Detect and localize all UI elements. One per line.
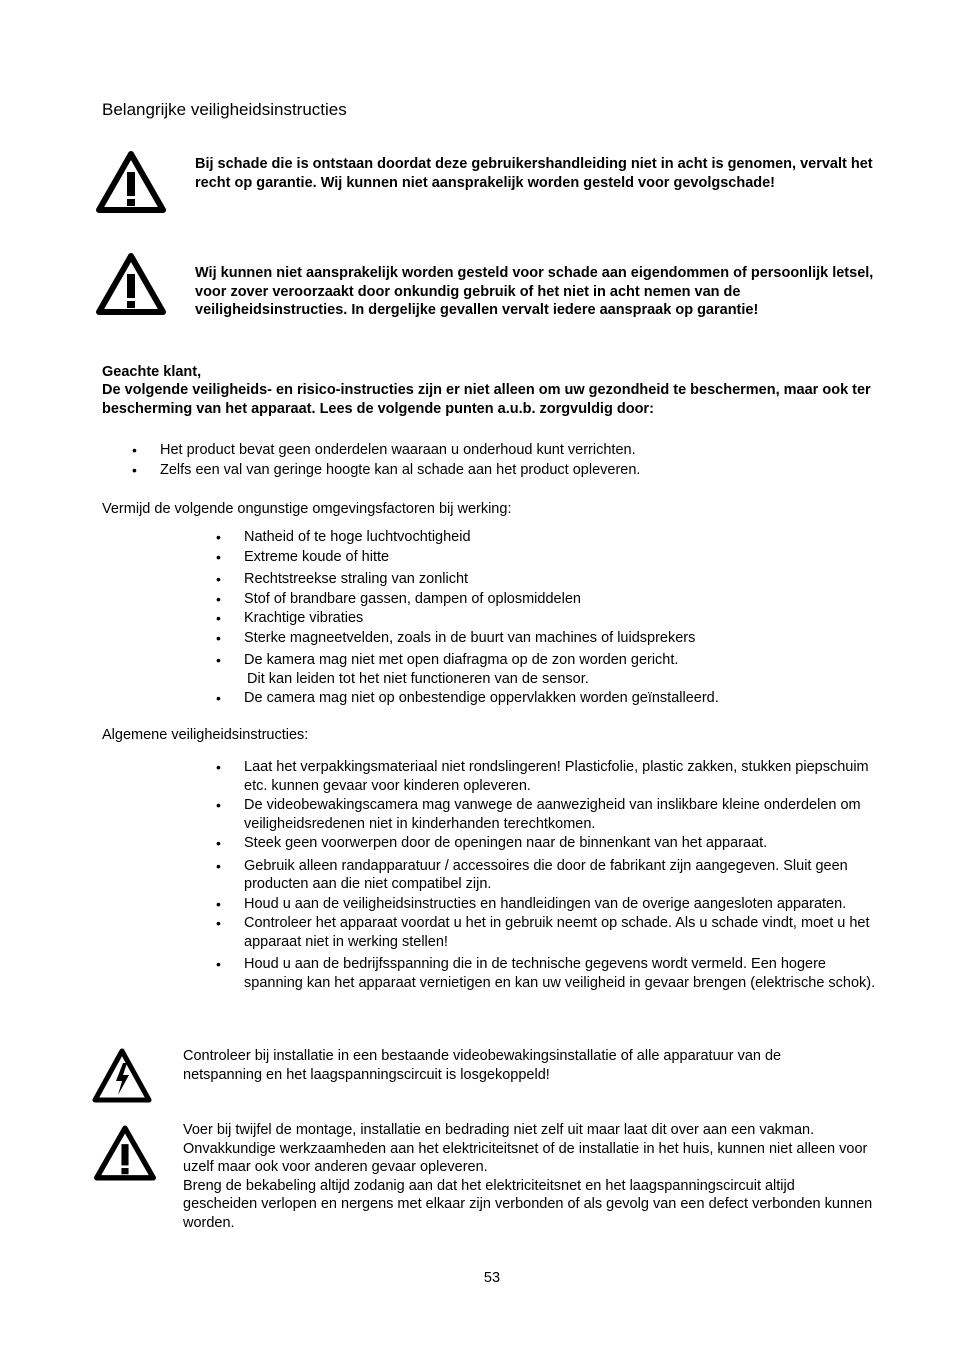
professional-warning (183, 1121, 873, 1232)
cabling-warning-text: Breng de bekabeling altijd zodanig aan dat het elektriciteitsnet en het laagspanningscircuit altijd gescheiden verlopen en nergens met elkaar zijn verbonden of als gevolg van een defect verbonden kunnen worden. (183, 1177, 873, 1231)
list-item: • Stof of brandbare gassen, dampen of oplosmiddelen (244, 590, 719, 609)
list-item: • Het product bevat geen onderdelen waaraan u onderhoud kunt verrichten. (160, 441, 640, 460)
warning-triangle-icon (94, 1124, 156, 1182)
environment-factors-list (244, 528, 719, 708)
page-title: Belangrijke veiligheidsinstructies (102, 100, 347, 119)
general-safety-list (244, 758, 879, 992)
list-item: • Natheid of te hoge luchtvochtigheid (244, 528, 719, 547)
list-item: • Steek geen voorwerpen door de openingen naar de binnenkant van het apparaat. (244, 834, 879, 853)
electric-warning: Controleer bij installatie in een bestaande videobewakingsinstallatie of alle apparatuur van de netspanning en het laagspanningscircuit is losgekoppeld! (183, 1048, 782, 1083)
list-item: • De kamera mag niet met open diafragma op de zon worden gericht. (244, 651, 719, 670)
liability-warning: Wij kunnen niet aansprakelijk worden gesteld voor schade aan eigendommen of persoonlijk letsel, voor zover veroorzaakt door onkundig gebruik of het niet in acht nemen van de veiligheidsinstructies. In dergelijke gevallen vervalt iedere aanspraak op garantie! (195, 265, 874, 318)
list-item: • De videobewakingscamera mag vanwege de aanwezigheid van inslikbare kleine onderdelen om veiligheidsredenen niet in kinderhanden terechtkomen. (244, 796, 879, 833)
list-item-continuation: Dit kan leiden tot het niet functioneren van de sensor. (247, 670, 589, 687)
list-item: • Gebruik alleen randapparatuur / accessoires die door de fabrikant zijn aangegeven. Sluit geen producten aan die niet compatibel zijn. (244, 857, 879, 894)
intro-text: De volgende veiligheids- en risico-instructies zijn er niet alleen om uw gezondheid te beschermen, maar ook ter bescherming van het apparaat. Lees de volgende punten a.u.b. zorgvuldig door: (102, 382, 871, 417)
electric-hazard-icon (92, 1048, 152, 1104)
warranty-warning: Bij schade die is ontstaan doordat deze gebruikershandleiding niet in acht is genomen, vervalt het recht op garantie. Wij kunnen niet aansprakelijk worden gesteld voor gevolgschade! (195, 156, 873, 191)
warning-triangle-icon (96, 150, 166, 214)
list-item: • Controleer het apparaat voordat u het in gebruik neemt op schade. Als u schade vindt, moet u het apparaat niet in werking stellen! (244, 914, 879, 951)
avoid-heading: Vermijd de volgende ongunstige omgevingsfactoren bij werking: (102, 501, 512, 517)
professional-warning-text: Voer bij twijfel de montage, installatie en bedrading niet zelf uit maar laat dit over aan een vakman. Onvakkundige werkzaamheden aan het elektriciteitsnet of de installatie in het huis, kunnen niet alleen voor uzelf maar ook voor anderen gevaar opleveren. (183, 1122, 868, 1175)
list-item: • Sterke magneetvelden, zoals in de buurt van machines of luidsprekers (244, 629, 719, 648)
page-number: 53 (483, 1270, 501, 1286)
general-heading: Algemene veiligheidsinstructies: (102, 727, 309, 743)
list-item: • Laat het verpakkingsmateriaal niet rondslingeren! Plasticfolie, plastic zakken, stukken piepschuim etc. kunnen gevaar voor kinderen opleveren. (244, 758, 879, 795)
list-item: • Rechtstreekse straling van zonlicht (244, 570, 719, 589)
list-item: • Extreme koude of hitte (244, 548, 719, 567)
list-item: • Zelfs een val van geringe hoogte kan al schade aan het product opleveren. (160, 461, 640, 480)
list-item: • Houd u aan de veiligheidsinstructies en handleidingen van de overige aangesloten apparaten. (244, 895, 879, 914)
list-item: • De camera mag niet op onbestendige oppervlakken worden geïnstalleerd. (244, 689, 719, 708)
list-item: • Houd u aan de bedrijfsspanning die in de technische gegevens wordt vermeld. Een hogere spanning kan het apparaat vernietigen en kan uw veiligheid in gevaar brengen (elektrische schok). (244, 955, 879, 992)
greeting: Geachte klant, (102, 364, 202, 380)
warning-triangle-icon (96, 252, 166, 316)
list-item: • Krachtige vibraties (244, 609, 719, 628)
general-notes-list (160, 441, 640, 480)
